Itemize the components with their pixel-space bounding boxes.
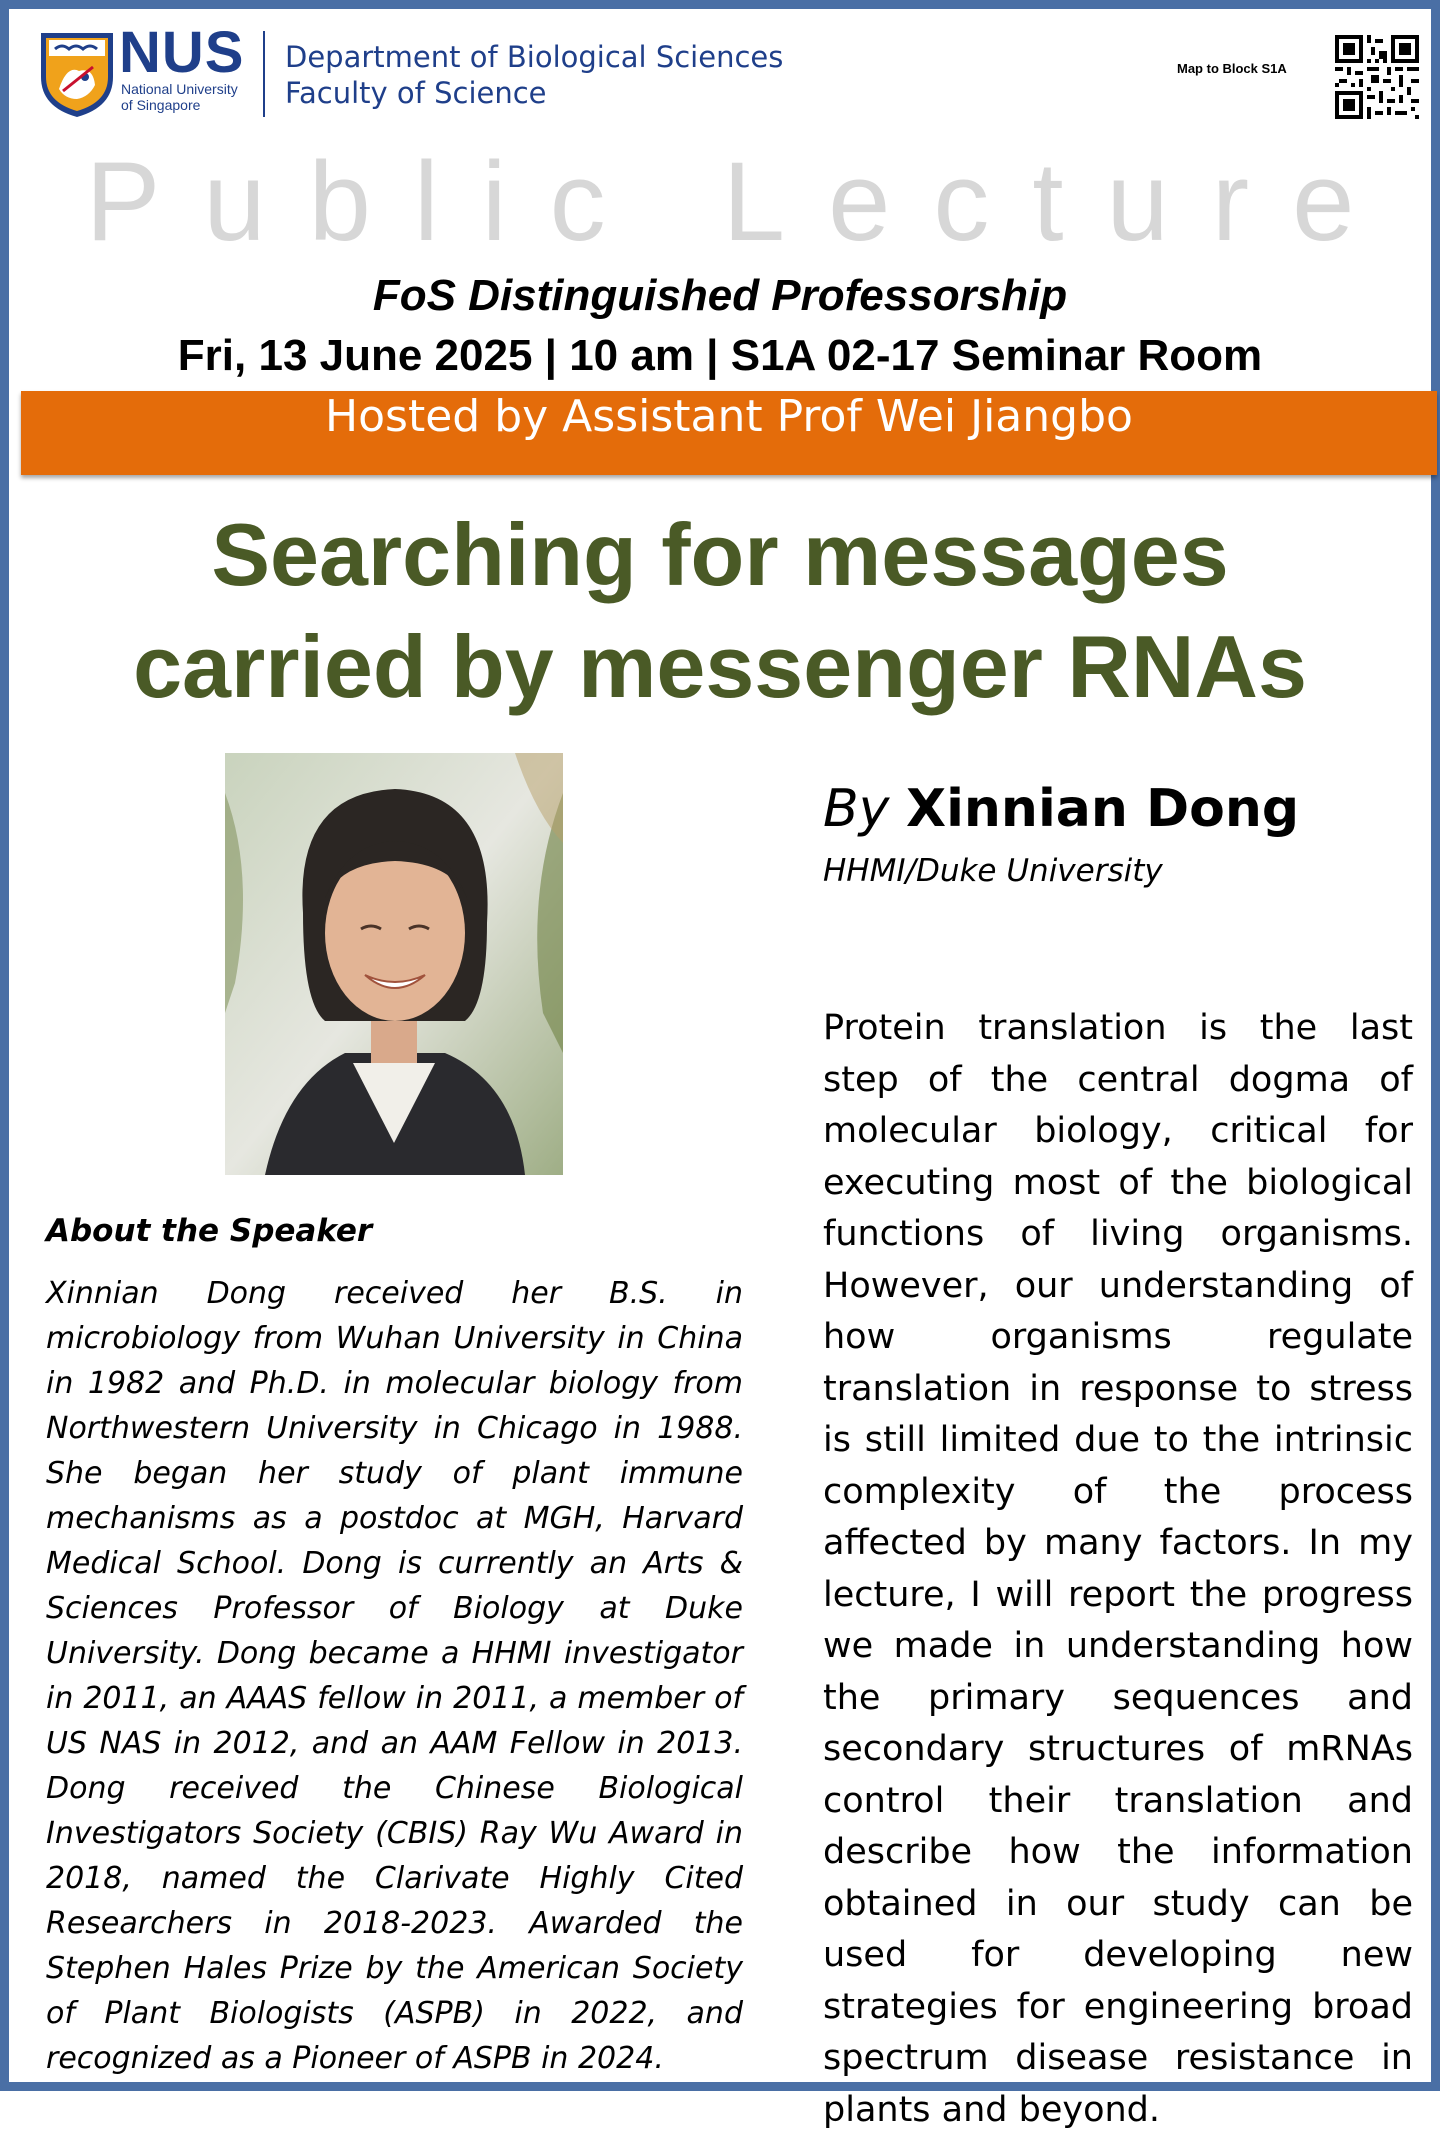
lecture-title-line-2: carried by messenger RNAs — [133, 617, 1307, 716]
nus-wordmark: NUS — [119, 20, 245, 85]
event-datetime-venue: Fri, 13 June 2025 | 10 am | S1A 02-17 Seminar Room — [177, 331, 1263, 380]
department-block — [285, 39, 783, 111]
nus-logo — [37, 20, 253, 121]
map-label: Map to Block S1A — [1177, 61, 1287, 76]
header-divider — [263, 31, 265, 117]
host-text: Hosted by Assistant Prof Wei Jiangbo — [325, 391, 1133, 442]
by-label: By — [823, 779, 890, 839]
lecture-title — [9, 499, 1431, 723]
department-name: Department of Biological Sciences — [285, 40, 784, 74]
speaker-bio: Xinnian Dong received her B.S. in microbiology from Wuhan University in China in 1982 and Ph.D. in molecular biology from Northwestern University in Chicago in 1988. She began her study of plant immune mechanisms as a postdoc at MGH, Harvard Medical School. Dong is currently an Arts & Sciences Professor of Biology at Duke University. Dong became a HHMI investigator in 2011, an AAAS fellow in 2011, a member of US NAS in 2012, and an AAM Fellow in 2013. Dong received the Chinese Biological Investigators Society (CBIS) Ray Wu Award in 2018, named the Clarivate Highly Cited Researchers in 2018-2023. Awarded the Stephen Hales Prize by the American Society of Plant Biologists (ASPB) in 2022, and recognized as a Pioneer of ASPB in 2024. — [46, 1276, 743, 2076]
speaker-block — [823, 779, 1299, 889]
lecture-abstract: Protein translation is the last step of the central dogma of molecular biology, critical for executing most of the biological functions of living organisms. However, our understanding of how organisms regulate translation in response to stress is still limited due to the intrinsic complexity of the process affected by many factors. In my lecture, I will report the progress we made in understanding how the primary sequences and secondary structures of mRNAs control their translation and describe how the information obtained in our study can be used for developing new strategies for engineering broad spectrum disease resistance in plants and beyond. — [823, 1008, 1413, 2130]
speaker-name: Xinnian Dong — [905, 779, 1300, 839]
series-title: FoS Distinguished Professorship — [372, 271, 1068, 320]
lecture-title-line-1: Searching for messages — [211, 505, 1229, 604]
about-speaker-heading: About the Speaker — [46, 1213, 373, 1249]
public-lecture-banner: Public Lecture — [85, 139, 1398, 264]
qr-code-icon[interactable] — [1335, 35, 1419, 119]
faculty-name: Faculty of Science — [285, 76, 547, 110]
university-subtitle: National University of Singapore — [121, 81, 238, 113]
nus-crest-icon — [37, 27, 117, 119]
host-banner — [21, 391, 1437, 475]
speaker-photo — [225, 753, 563, 1175]
speaker-byline — [823, 779, 1299, 839]
speaker-affiliation: HHMI/Duke University — [823, 853, 1163, 889]
